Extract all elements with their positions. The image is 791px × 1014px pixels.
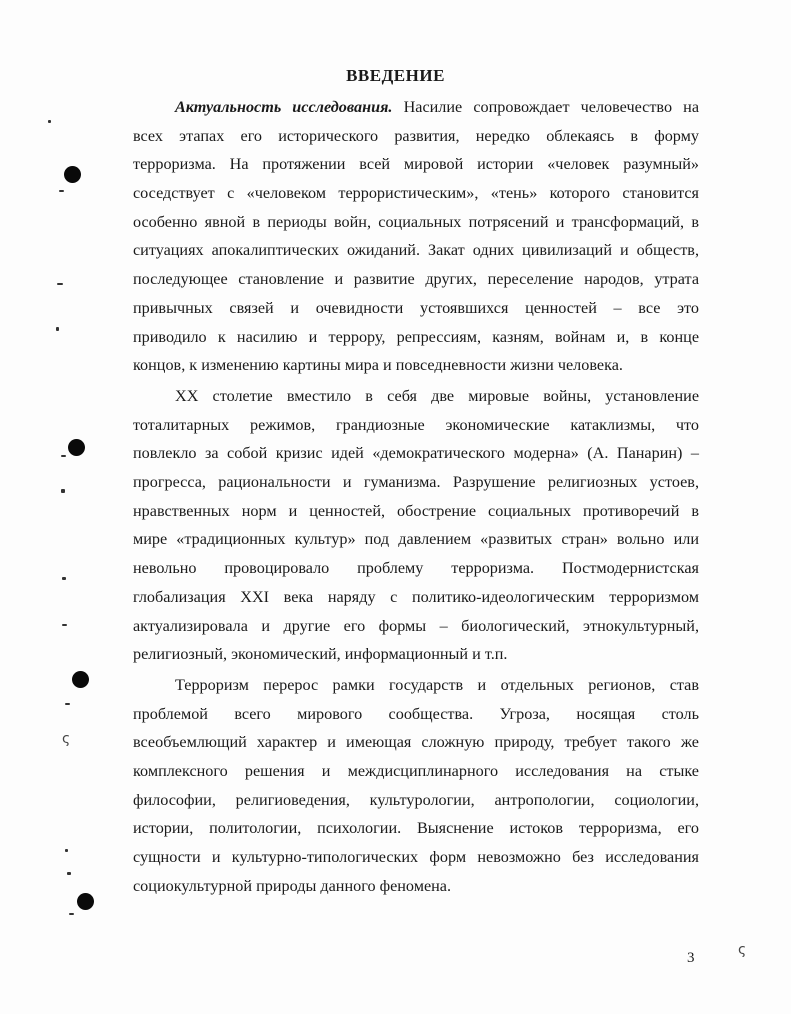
paragraph-line: мире «традиционных культур» под давлением «развитых стран» вольно или [133, 530, 699, 549]
paragraph-line: особенно явной в периоды войн, социальных потрясений и трансформаций, в [133, 212, 699, 231]
paragraph-line: терроризма. На протяжении всей мировой истории «человек разумный» [133, 155, 699, 174]
paragraph-line: XX столетие вместило в себя две мировые войны, установление [175, 387, 699, 405]
paragraph-line: актуализировала и другие его формы – биологический, этнокультурный, [133, 616, 699, 635]
paragraph-line: социокультурной природы данного феномена. [133, 876, 452, 895]
scan-speck [59, 190, 64, 192]
scan-speck [48, 120, 51, 123]
punch-hole-mark [64, 166, 81, 183]
paragraph-line: комплексного решения и междисциплинарного исследования на стыке [133, 762, 699, 781]
paragraph-line: привычных связей и очевидности устоявшихся ценностей – все это [133, 298, 699, 317]
paragraph-line: прогресса, рациональности и гуманизма. Разрушение религиозных устоев, [133, 473, 699, 492]
paragraph-line: сущности и культурно-типологических форм невозможно без исследования [133, 848, 699, 867]
paragraph-relevance [133, 93, 699, 380]
scan-speck [56, 327, 59, 331]
punch-hole-mark [68, 439, 85, 456]
scan-mark: ς [62, 731, 71, 747]
paragraph-line: последующее становление и развитие других, переселение народов, утрата [133, 270, 699, 289]
paragraph-line: концов, к изменению картины мира и повседневности жизни человека. [133, 356, 623, 375]
page-title: ВВЕДЕНИЕ [346, 66, 445, 85]
paragraph-line: приводило к насилию и террору, репрессиям, казням, войнам и, в конце [133, 327, 699, 346]
paragraph-global-problem [133, 671, 699, 901]
paragraph-line: нравственных норм и ценностей, обострение социальных противоречий в [133, 501, 699, 520]
scan-speck [65, 849, 68, 852]
paragraph-lead: Актуальность исследования. [175, 98, 393, 116]
scan-speck [61, 489, 65, 493]
paragraph-line [133, 93, 699, 122]
scan-speck [65, 703, 70, 705]
page-number: 3 [687, 950, 695, 966]
scan-speck [62, 624, 67, 626]
paragraph-line: тоталитарных режимов, грандиозные экономические катаклизмы, что [133, 415, 699, 434]
paragraph-line: повлекло за собой кризис идей «демократического модерна» (А. Панарин) – [133, 444, 699, 463]
paragraph-line: глобализация XXI века наряду с политико-идеологическим терроризмом [133, 587, 699, 606]
paragraph-line: Терроризм перерос рамки государств и отдельных регионов, став [175, 676, 699, 694]
line-text: Насилие сопровождает человечество на [392, 98, 700, 116]
paragraph-line: религиозный, экономический, информационный и т.п. [133, 645, 508, 664]
scan-speck [69, 913, 74, 915]
paragraph-line: невольно провоцировало проблему терроризма. Постмодернистская [133, 559, 699, 578]
scan-speck [67, 872, 71, 875]
paragraph-line: всеобъемлющий характер и имеющая сложную природу, требует такого же [133, 733, 699, 752]
paragraph-line: проблемой всего мирового сообщества. Угроза, носящая столь [133, 704, 699, 723]
scan-speck [61, 455, 66, 457]
scan-speck [62, 577, 66, 580]
paragraph-line: ситуациях апокалиптических ожиданий. Закат одних цивилизаций и обществ, [133, 241, 699, 260]
scan-mark: ς [738, 942, 747, 958]
punch-hole-mark [72, 671, 89, 688]
punch-hole-mark [77, 893, 94, 910]
paragraph-twentieth-century [133, 382, 699, 669]
paragraph-line: всех этапах его исторического развития, нередко облекаясь в форму [133, 126, 699, 145]
scan-speck [57, 283, 63, 285]
paragraph-line: истории, политологии, психологии. Выяснение истоков терроризма, его [133, 819, 699, 838]
paragraph-line: философии, религиоведения, культурологии, антропологии, социологии, [133, 790, 699, 809]
paragraph-line: соседствует с «человеком террористическим», «тень» которого становится [133, 184, 699, 203]
